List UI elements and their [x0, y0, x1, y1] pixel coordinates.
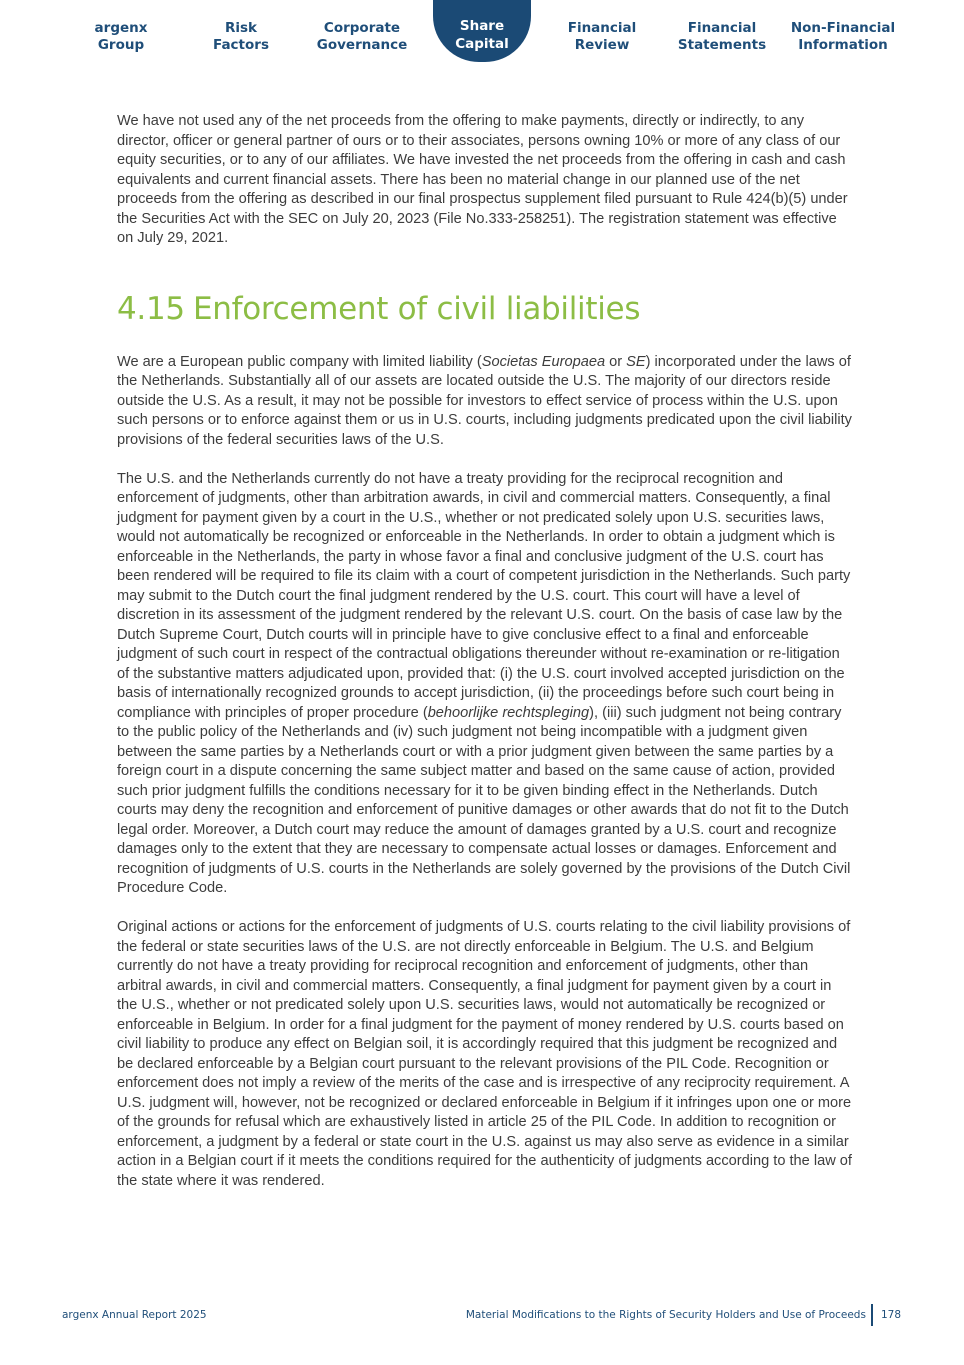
paragraph-2	[117, 470, 853, 899]
section-number: 4.15	[117, 290, 185, 327]
section-title: Enforcement of civil liabilities	[193, 290, 641, 327]
p2-text-b: ), (iii) such judgment not being contrary to the public policy of the Netherlands and (iv) such judgment not being incompatible with a judgment given between the same parties by a Netherlands court or with a prior judgment given between the same parties by a foreign court in a dispute concerning the same subject matter and based on the same cause of action, provided such prior judgment fulfills the conditions necessary for it to be given binding effect in the Netherlands. Dutch courts may deny the recognition and enforcement of punitive damages or other awards that do not fit to the Dutch legal order. Moreover, a Dutch court may reduce the amount of damages granted by a U.S. court and recognize damages only to the extent that they are necessary to compensate actual losses or damages. Enforcement and recognition of judgments of U.S. courts in the Netherlands are solely governed by the provisions of the Dutch Civil Procedure Code.	[117, 704, 851, 896]
top-navigation	[0, 0, 964, 80]
intro-paragraph: We have not used any of the net proceeds from the offering to make payments, directly or indirectly, to any director, officer or general partner of ours or to their associates, persons owning 10% or more of any class of our equity securities, or to any of our affiliates. We have invested the net proceeds from the offering in cash and cash equivalents and current financial assets. There has been no material change in our planned use of the net proceeds from the offering as described in our final prospectus supplement filed pursuant to Rule 424(b)(5) under the Securities Act with the SEC on July 20, 2023 (File No.333-258251). The registration statement was effective on July 29, 2021.	[117, 113, 848, 246]
tab-financial-statements[interactable]: Financial Statements	[677, 19, 767, 53]
footer-report-title: argenx Annual Report 2025	[62, 1309, 207, 1321]
paragraph-3: Original actions or actions for the enforcement of judgments of U.S. courts relating to the civil liability provisions of the federal or state securities laws of the U.S. are not directly enforceable in Belgium. The U.S. and Belgium currently do not have a treaty providing for reciprocal recognition and enforcement of judgments, other than arbitral awards, in civil and commercial matters. Consequently, a final judgment for payment given by a court in the U.S., whether or not predicated solely upon U.S. securities laws, would not automatically be recognized or enforceable in Belgium. In order for a final judgment for the payment of money rendered by U.S. courts based on civil liability to produce any effect on Belgian soil, it is accordingly required that this judgment be recognized and be declared enforceable by a Belgian court pursuant to the relevant provisions of the PIL Code. Recognition or enforcement does not imply a review of the merits of the case and is irrespective of any reciprocity requirement. A U.S. judgment will, however, not be recognized or declared enforceable in Belgium if it infringes upon one or more of the grounds for refusal which are exhaustively listed in article 25 of the PIL Code. In addition to recognition or enforcement, a judgment by a federal or state court in the U.S. against us may also serve as evidence in a similar action in a Belgian court if it meets the conditions required for the authenticity of judgments according to the law of the state where it was rendered.	[117, 919, 852, 1189]
tab-non-financial-information[interactable]: Non-Financial Information	[790, 19, 896, 53]
main-content	[117, 112, 853, 1211]
tab-risk-factors[interactable]: Risk Factors	[213, 19, 269, 53]
tab-share-capital-label: Share Capital	[455, 18, 509, 52]
page-number: 178	[880, 1309, 901, 1321]
footer-divider	[871, 1304, 873, 1326]
tab-share-capital[interactable]	[433, 0, 531, 62]
footer-section-title[interactable]: Material Modifications to the Rights of Security Holders and Use of Proceeds	[465, 1309, 866, 1321]
p1-italic-societas: Societas Europaea	[481, 353, 606, 370]
paragraph-1	[117, 353, 853, 451]
p2-text-a: The U.S. and the Netherlands currently do not have a treaty providing for the reciprocal recognition and enforcement of judgments, other than arbitration awards, in civil and commercial matters. Consequently, a final judgment for payment given by a court in the U.S., whether or not predicated solely upon U.S. securities laws, would not automatically be recognized or enforceable in the Netherlands. In order to obtain a judgment which is enforceable in the Netherlands, the party in whose favor a final and conclusive judgment of the U.S. court has been rendered will be required to file its claim with a court of competent jurisdiction in the Netherlands. Such party may submit to the Dutch court the final judgment rendered by the U.S. court. This court will have a level of discretion in its assessment of the judgment rendered by the relevant U.S. court. On the basis of case law by the Dutch Supreme Court, Dutch courts will in principle have to give conclusive effect to a final and enforceable judgment of such court in respect of the contractual obligations thereunder without re-examination or re-litigation of the substantive matters adjudicated upon, provided that: (i) the U.S. court involved accepted jurisdiction on the basis of internationally recognized grounds to accept jurisdiction, (ii) the proceedings before such court being in compliance with principles of proper procedure (	[117, 470, 851, 721]
tab-argenx-group[interactable]: argenx Group	[94, 19, 148, 53]
p1-italic-se: SE	[626, 353, 646, 370]
p1-text-c: ) incorporated under the laws of the Netherlands. Substantially all of our assets are located outside the U.S. The majority of our directors reside outside the U.S. As a result, it may not be possible for investors to effect service of process within the U.S. upon such persons or to enforce against them or us in U.S. courts, including judgments predicated upon the civil liability provisions of the federal securities laws of the U.S.	[117, 353, 852, 448]
footer-section	[466, 1304, 901, 1326]
p1-text-a: We are a European public company with limited liability (	[117, 353, 482, 370]
tab-financial-review[interactable]: Financial Review	[567, 19, 637, 53]
section-heading	[117, 289, 853, 329]
p2-italic-term: behoorlijke rechtspleging	[427, 704, 590, 721]
p1-text-b: or	[605, 353, 627, 370]
tab-corporate-governance[interactable]: Corporate Governance	[316, 19, 408, 53]
